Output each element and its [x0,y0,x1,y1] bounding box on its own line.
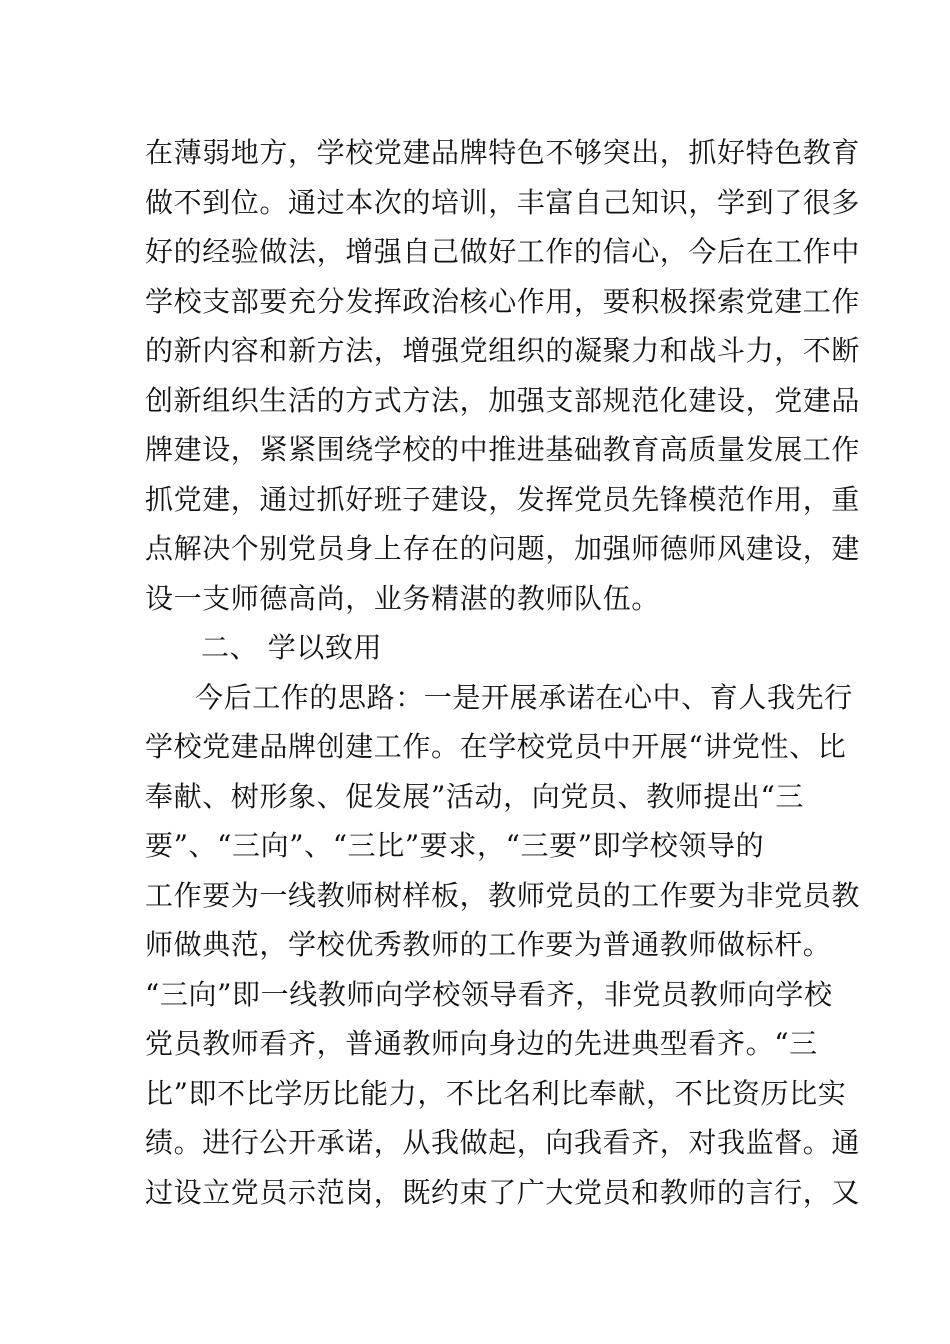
text-line: 学校党建品牌创建工作。在学校党员中开展“讲党性、比 [145,730,847,763]
text-line: 绩。进行公开承诺，从我做起，向我看齐，对我监督。通 [145,1126,861,1159]
text-line: 点解决个别党员身上存在的问题，加强师德师风建设，建 [145,532,861,565]
text-line: 学校支部要充分发挥政治核心作用，要积极探索党建工作 [145,284,861,318]
text-line: 过设立党员示范岗，既约束了广大党员和教师的言行，又 [145,1175,861,1209]
text-line: 工作要为一线教师树样板，教师党员的工作要为非党员教 [145,878,861,912]
text-line: 设一支师德高尚，业务精湛的教师队伍。 [145,581,660,615]
text-line: 党员教师看齐，普通教师向身边的先进典型看齐。“三 [145,1027,818,1060]
text-line: “三向”即一线教师向学校领导看齐，非党员教师向学校 [145,977,833,1011]
text-line: 在薄弱地方，学校党建品牌特色不够突出，抓好特色教育 [145,136,861,169]
text-line: 好的经验做法，增强自己做好工作的信心，今后在工作中 [145,235,861,268]
text-line: 要”、“三向”、“三比”要求，“三要”即学校领导的 [145,829,765,862]
text-line: 抓党建，通过抓好班子建设，发挥党员先锋模范作用，重 [145,482,861,516]
text-line: 做不到位。通过本次的培训，丰富自己知识，学到了很多 [145,185,861,219]
text-line: 师做典范，学校优秀教师的工作要为普通教师做标杆。 [145,928,832,961]
text-line: 创新组织生活的方式方法，加强支部规范化建设，党建品 [145,383,861,417]
text-line: 今后工作的思路：一是开展承诺在心中、育人我先行 [195,680,853,714]
document-body [145,128,861,1217]
text-line: 奉献、树形象、促发展”活动，向党员、教师提出“三 [145,779,805,813]
section-heading: 二、 学以致用 [201,631,383,664]
text-line: 比”即不比学历比能力，不比名利比奉献，不比资历比实 [145,1076,847,1110]
text-line: 牌建设，紧紧围绕学校的中推进基础教育高质量发展工作 [145,433,861,466]
text-line: 的新内容和新方法，增强党组织的凝聚力和战斗力，不断 [145,334,861,367]
